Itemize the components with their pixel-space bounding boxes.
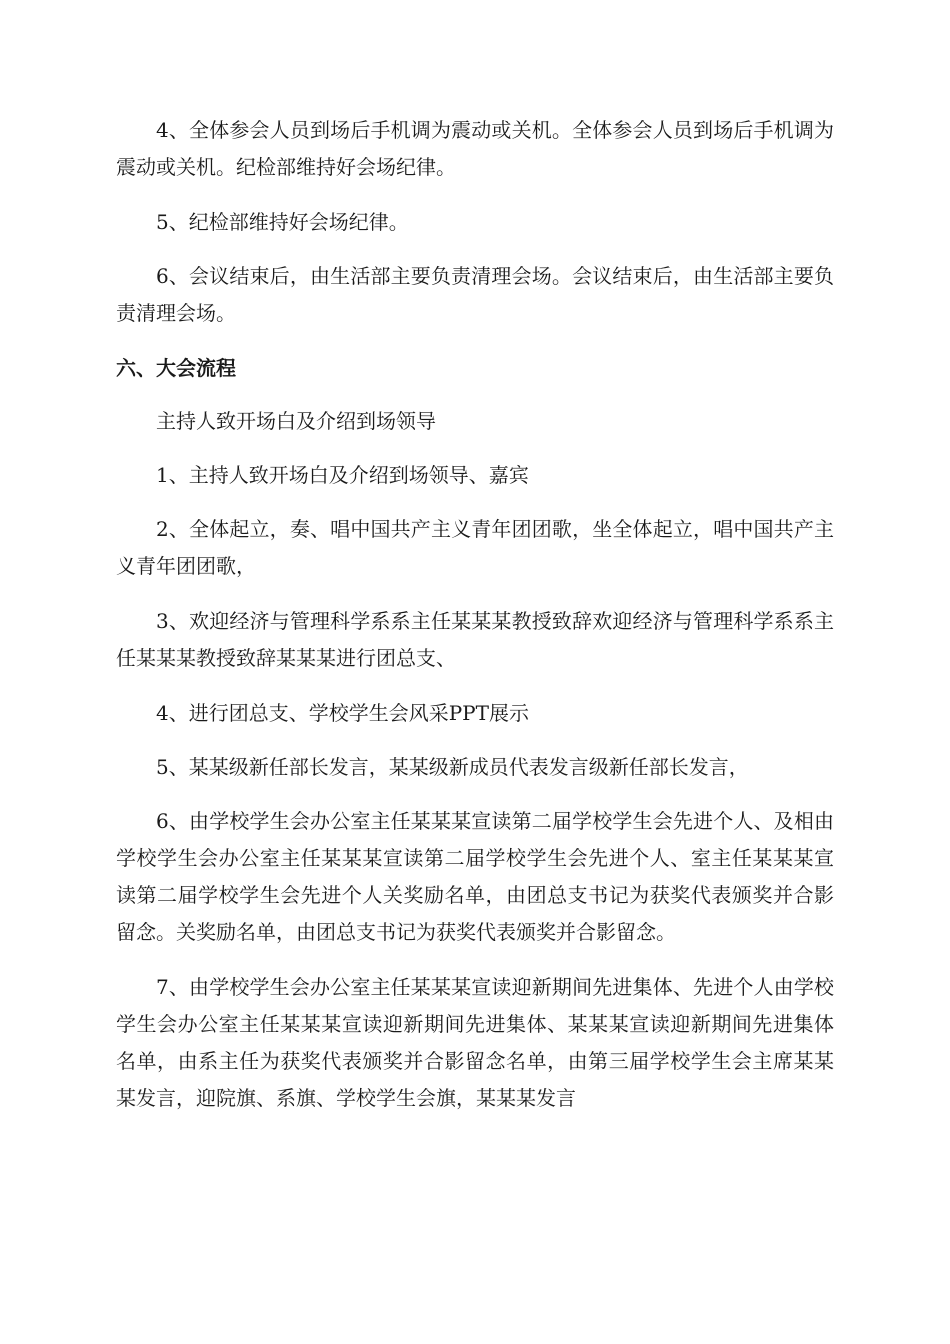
agenda-item-6: 6、由学校学生会办公室主任某某某宣读第二届学校学生会先进个人、及相由学校学生会办公室主任某某某宣读第二届学校学生会先进个人、室主任某某某宣读第二届学校学生会先进个人关奖励名单，由团总支书记为获奖代表颁奖并合影留念。关奖励名单，由团总支书记为获奖代表颁奖并合影留念。 [116,809,834,944]
paragraph-item-5-discipline: 5、纪检部维持好会场纪律。 [156,210,409,234]
paragraph-host-intro: 主持人致开场白及介绍到场领导 [156,409,436,433]
paragraph-item-6-cleanup: 6、会议结束后，由生活部主要负责清理会场。会议结束后，由生活部主要负责清理会场。 [116,264,834,325]
agenda-item-2: 2、全体起立，奏、唱中国共产主义青年团团歌，坐全体起立，唱中国共产主义青年团团歌， [116,517,834,578]
paragraph-item-4-phones: 4、全体参会人员到场后手机调为震动或关机。全体参会人员到场后手机调为震动或关机。纪检部维持好会场纪律。 [116,118,834,179]
agenda-item-1: 1、主持人致开场白及介绍到场领导、嘉宾 [156,463,529,487]
document-page [116,112,834,1135]
agenda-item-3: 3、欢迎经济与管理科学系系主任某某某教授致辞欢迎经济与管理科学系系主任某某某教授致辞某某某进行团总支、 [116,609,834,670]
agenda-item-7: 7、由学校学生会办公室主任某某某宣读迎新期间先进集体、先进个人由学校学生会办公室主任某某某宣读迎新期间先进集体、某某某宣读迎新期间先进集体名单，由系主任为获奖代表颁奖并合影留念名单，由第三届学校学生会主席某某某发言，迎院旗、系旗、学校学生会旗，某某某发言 [116,975,834,1110]
section-heading-agenda: 六、大会流程 [116,356,236,380]
agenda-item-4: 4、进行团总支、学校学生会风采PPT展示 [156,701,529,725]
agenda-item-5: 5、某某级新任部长发言，某某级新成员代表发言级新任部长发言， [156,755,749,779]
